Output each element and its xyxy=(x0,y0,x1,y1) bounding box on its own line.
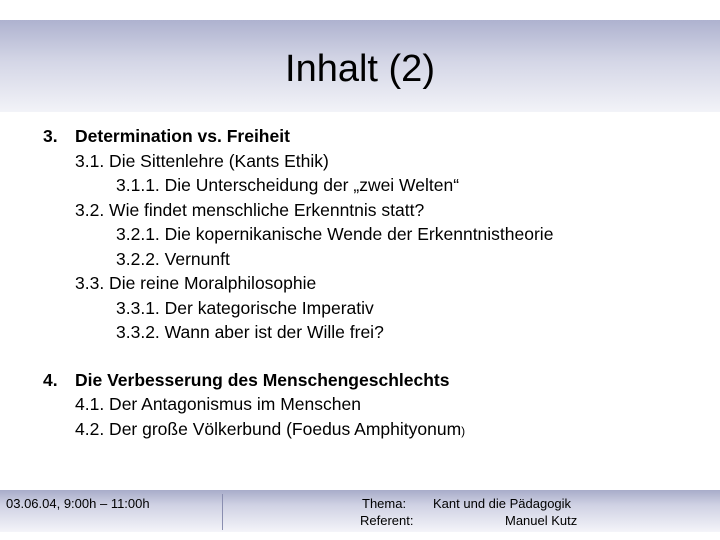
footer-referent-label: Referent: xyxy=(360,513,414,528)
footer-thema-value: Kant und die Pädagogik xyxy=(433,496,572,511)
item-4-2-text: 4.2. Der große Völkerbund (Foedus Amphityonum xyxy=(75,419,462,439)
footer-divider xyxy=(222,494,223,530)
item-3-2: 3.2. Wie findet menschliche Erkenntnis statt? xyxy=(75,200,425,220)
item-3-1-1: 3.1.1. Die Unterscheidung der „zwei Welten“ xyxy=(116,175,460,195)
footer-bar xyxy=(0,490,720,532)
item-3-2-2: 3.2.2. Vernunft xyxy=(116,249,230,269)
footer-date: 03.06.04, 9:00h – 11:00h xyxy=(6,496,150,511)
item-3-1: 3.1. Die Sittenlehre (Kants Ethik) xyxy=(75,151,329,171)
section-3-number: 3. xyxy=(43,126,58,146)
item-4-2 xyxy=(75,417,465,443)
item-3-3-2: 3.3.2. Wann aber ist der Wille frei? xyxy=(116,322,384,342)
section-3-heading: Determination vs. Freiheit xyxy=(75,126,290,146)
slide-title: Inhalt (2) xyxy=(285,48,435,90)
footer-referent-value: Manuel Kutz xyxy=(505,513,578,528)
item-4-2-close-paren: ) xyxy=(461,424,466,438)
item-4-1: 4.1. Der Antagonismus im Menschen xyxy=(75,394,361,414)
footer-thema-label: Thema: xyxy=(362,496,407,511)
section-4-heading: Die Verbesserung des Menschengeschlechts xyxy=(75,370,450,390)
item-3-2-1: 3.2.1. Die kopernikanische Wende der Erkenntnistheorie xyxy=(116,224,554,244)
item-3-3-1: 3.3.1. Der kategorische Imperativ xyxy=(116,298,374,318)
section-4-number: 4. xyxy=(43,370,58,390)
item-3-3: 3.3. Die reine Moralphilosophie xyxy=(75,273,317,293)
